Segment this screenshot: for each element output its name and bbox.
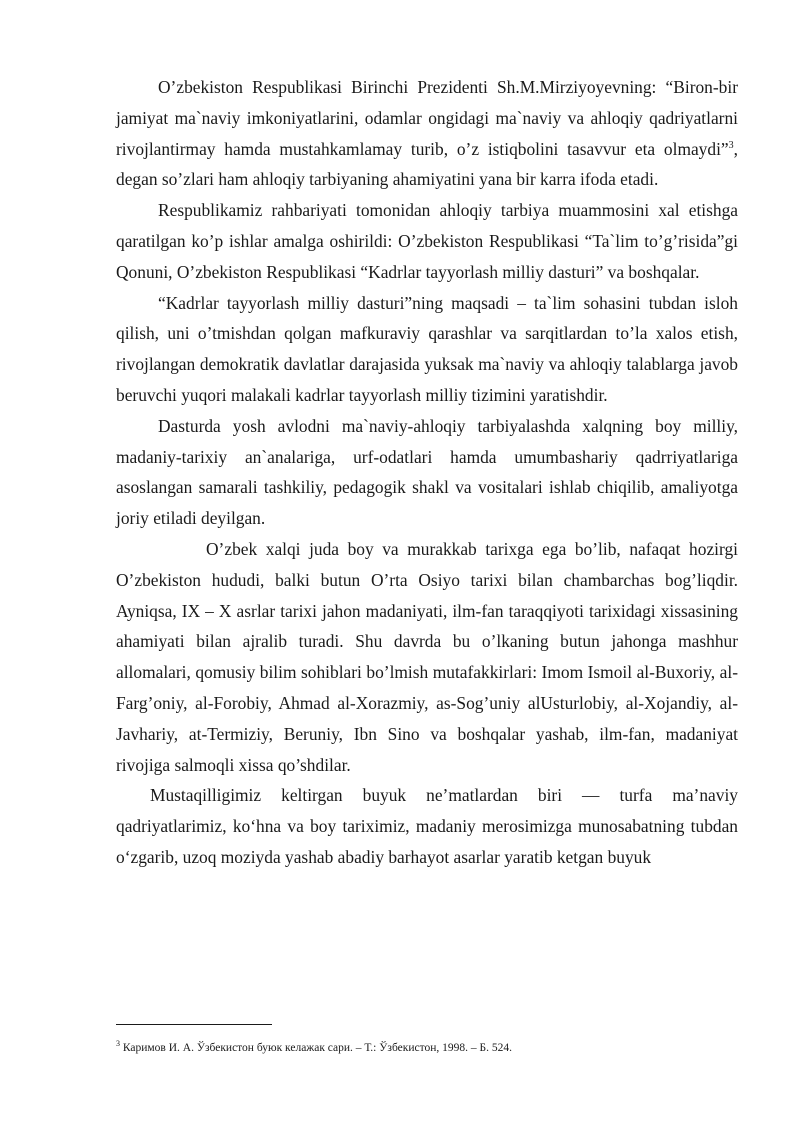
paragraph-3: “Kadrlar tayyorlash milliy dasturi”ning maqsadi – ta`lim sohasini tubdan isloh qilish, uni o’tmishdan qolgan mafkuraviy qarashlar va sarqitlardan to’la xalos etish, rivojlangan demokratik davlatlar darajasida yuksak ma`naviy va ahloqiy talablarga javob beruvchi yuqori malakali kadrlar tayyorlash milliy tizimini yaratishdir. [116, 292, 738, 405]
paragraph-6: Mustaqilligimiz keltirgan buyuk ne’matlardan biri — turfa ma’naviy qadriyatlarimiz, ko‘hna va boy tariximiz, madaniy merosimizga munosabatning tubdan o‘zgarib, uzoq moziyda yashab abadiy barhayot asarlar yaratib ketgan buyuk [116, 785, 738, 867]
paragraph-2: Respublikamiz rahbariyati tomonidan ahloqiy tarbiya muammosini xal etishga qaratilgan ko’p ishlar amalga oshirildi: O’zbekiston Respublikasi “Ta`lim to’g’risida”gi Qonuni, O’zbekiston Respublikasi “Kadrlar tayyorlash milliy dasturi” va boshqalar. [116, 200, 738, 282]
footnote-text: Каримов И. А. Ўзбекистон буюк келажак сари. – Т.: Ўзбекистон, 1998. – Б. 524. [120, 1042, 512, 1054]
body-text [116, 72, 738, 873]
footnote [116, 1040, 738, 1056]
footnote-number: 3 [116, 1039, 120, 1049]
paragraph-1 [116, 72, 738, 195]
footnote-separator [116, 1024, 272, 1025]
paragraph-1-text-continued: , degan so’zlari ham ahloqiy tarbiyaning ahamiyatini yana bir karra ifoda etadi. [116, 138, 738, 190]
paragraph-5: O’zbek xalqi juda boy va murakkab tarixga ega bo’lib, nafaqat hozirgi O’zbekiston hududi, balki butun O’rta Osiyo tarixi bilan chambarchas bog’liqdir. Ayniqsa, IX – X asrlar tarixi jahon madaniyati, ilm-fan taraqqiyoti tarixidagi xissasining ahamiyati bilan ajralib turadi. Shu davrda bu o’lkaning butun jahonga mashhur allomalari, qomusiy bilim sohiblari bo’lmish mutafakkirlari: Imom Ismoil al-Buxoriy, al-Farg’oniy, al-Forobiy, Ahmad al-Xorazmiy, as-Sog’uniy alUsturlobiy, al-Xojandiy, al-Javhariy, at-Termiziy, Beruniy, Ibn Sino va boshqalar yashab, ilm-fan, madaniyat rivojiga salmoqli xissa qo’shdilar. [116, 538, 738, 775]
footnote-reference: 3 [728, 139, 734, 151]
paragraph-1-text: O’zbekiston Respublikasi Birinchi Prezidenti Sh.M.Mirziyoyevning: “Biron-bir jamiyat ma`naviy imkoniyatlarini, odamlar ongidagi ma`naviy va ahloqiy qadriyatlarni rivojlantirmay hamda mustahkamlamay turib, o’z istiqbolini tasavvur eta olmaydi” [116, 77, 738, 159]
paragraph-4: Dasturda yosh avlodni ma`naviy-ahloqiy tarbiyalashda xalqning boy milliy, madaniy-tarixiy an`analariga, urf-odatlari hamda umumbashariy qadrriyatlariga asoslangan samarali tashkiliy, pedagogik shakl va vositalari ishlab chiqilib, amaliyotga joriy etiladi deyilgan. [116, 415, 738, 529]
